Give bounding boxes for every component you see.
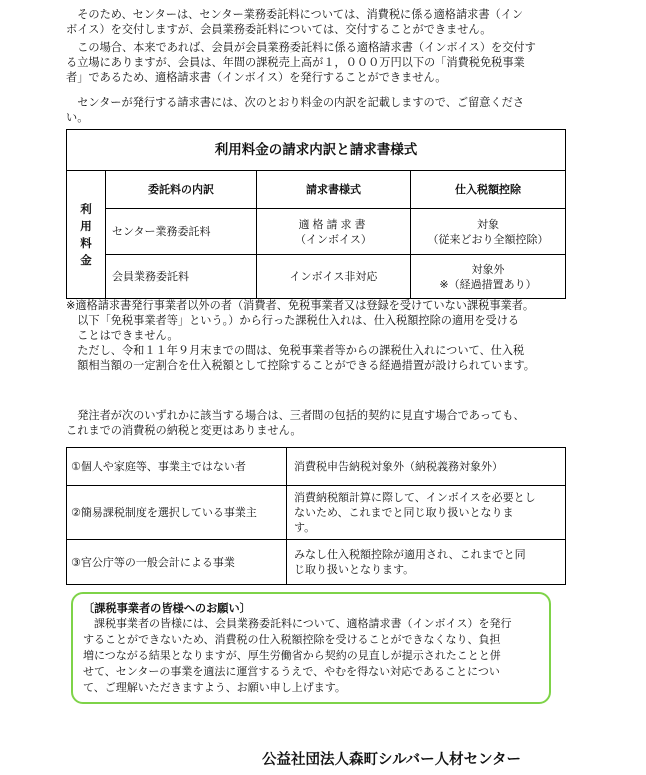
orderer-cases-table [66, 447, 566, 585]
case-2: ②簡易課税制度を選択している事業主 [67, 486, 287, 540]
case-3-result: みなし仕入税額控除が適用され、これまでと同 じ取り扱いとなります。 [294, 548, 526, 576]
notice-body: 課税事業者の皆様には、会員業務委託料について、適格請求書（インボイス）を発行 することができないため、消費税の仕入税額控除を受けることができなくなり、負担 増につながる結果となりますが、厚生労働省から契約の見直しが提示されたことと併 せて、センターの事業を適法に運営するうえで、やむを得ない対応であることについ て、ご理解いただきますよう、お願い申し上げます。 [83, 617, 512, 694]
row-member-fee-format: インボイス非対応 [257, 255, 411, 298]
row-member-fee-credit: 対象外 ※（経過措置あり） [439, 262, 537, 291]
row-center-fee-format: 適格請求書 （インボイス） [257, 209, 411, 255]
case-2-result: 消費納税額計算に際して、インボイスを必要とし ないため、これまでと同じ取り扱いとなりま す。 [287, 486, 565, 540]
usage-fee-side-label: 利用料金 [67, 171, 106, 298]
header-tax-credit: 仕入税額控除 [411, 171, 565, 209]
intro-paragraph-1: そのため、センターは、センター業務委託料については、消費税に係る適格請求書（イン ボイス）を交付しますが、会員業務委託料については、交付することができません。 [66, 8, 524, 36]
exemption-note: ※適格請求書発行事業者以外の者（消費者、免税事業者又は登録を受けていない課税事業者。 以下「免税事業者等」という。）から行った課税仕入れは、仕入税額控除の適用を受ける ことはできません。 ただし、令和１１年９月末までの間は、免税事業者等からの課税仕入れについて、仕入税 額相当額の一定割合を仕入税額として控除することができる経過措置が設けられています。 [66, 299, 535, 372]
billing-breakdown-table [66, 129, 566, 299]
header-breakdown: 委託料の内訳 [106, 171, 257, 209]
notice-title: 〔課税事業者の皆様へのお願い〕 [83, 602, 251, 615]
header-invoice-format: 請求書様式 [257, 171, 411, 209]
orderer-paragraph: 発注者が次のいずれかに該当する場合は、三者間の包括的契約に見直す場合であっても、 これまでの消費税の納税と変更はありません。 [66, 409, 525, 437]
organization-name: 公益社団法人森町シルバー人材センター [262, 752, 522, 768]
row-center-fee-item: センター業務委託料 [106, 209, 257, 255]
taxable-business-notice [71, 592, 551, 704]
case-1-result: 消費税申告納税対象外（納税義務対象外） [287, 448, 565, 486]
billing-table-title: 利用料金の請求内訳と請求書様式 [67, 130, 565, 171]
intro-paragraph-2: この場合、本来であれば、会員が会員業務委託料に係る適格請求書（インボイス）を交付す る立場にありますが、会員は、年間の課税売上高が１，０００万円以下の「消費税免税事業 者」であるため、適格請求書（インボイス）を発行することができません。 [66, 41, 536, 84]
intro-paragraph-3: センターが発行する請求書には、次のとおり料金の内訳を記載しますので、ご留意くださ い。 [66, 96, 525, 124]
row-center-fee-credit: 対象 （従来どおり全額控除） [411, 209, 565, 255]
row-member-fee-item: 会員業務委託料 [106, 255, 257, 298]
case-1: ①個人や家庭等、事業主ではない者 [67, 448, 287, 486]
case-3: ③官公庁等の一般会計による事業 [67, 540, 287, 584]
